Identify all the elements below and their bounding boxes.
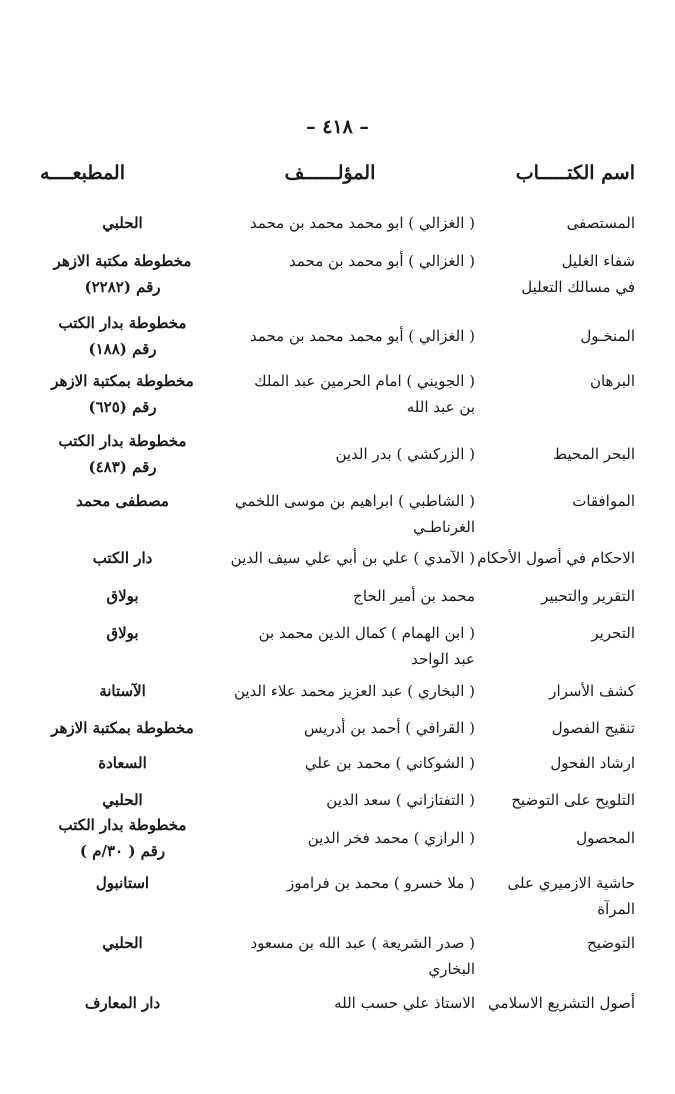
book-author [205,545,475,571]
book-author [205,368,475,420]
book-publisher-line: استانبول [95,874,150,892]
book-title-line: المستصفى [566,214,635,232]
book-title-line: البحر المحيط [553,445,635,463]
book-publisher [40,930,205,956]
book-publisher-line: الحلبي [102,934,143,952]
book-title-line: التلويح على التوضيح [511,791,635,809]
book-author [205,488,475,540]
book-author-line: ( الغزالي ) أبو محمد بن محمد [288,252,475,270]
book-publisher-line: مخطوطة بدار الكتب [58,816,187,834]
book-title-line: المرآة [597,900,635,918]
book-publisher [40,787,205,813]
book-title-line: البرهان [589,372,635,390]
book-publisher-line: مصطفى محمد [76,492,169,510]
book-publisher-line: رقم (١٨٨) [88,340,157,358]
book-title [455,488,635,514]
book-title [455,870,635,922]
book-author-line: بن عبد الله [406,398,475,416]
book-author [205,787,475,813]
book-author [205,323,475,349]
book-publisher [40,812,205,864]
book-publisher-line: رقم ( ٣٠/م ) [79,842,166,860]
book-title [455,930,635,956]
book-publisher [40,488,205,514]
book-author-line: ( صدر الشريعة ) عبد الله بن مسعود [250,934,475,952]
book-author-line: ( الجويني ) امام الحرمين عبد الملك [254,372,475,390]
book-title [455,750,635,776]
book-title-line: شفاء الغليل [561,252,635,270]
book-author-line: ( الغزالي ) ابو محمد محمد بن محمد [249,214,475,232]
book-author [205,583,475,609]
book-publisher-line: الآستانة [99,682,146,700]
book-publisher-line: رقم (٦٢٥) [88,398,157,416]
book-publisher [40,545,205,571]
book-author [205,620,475,672]
book-title [455,678,635,704]
book-title-line: المنخـول [580,327,635,345]
book-publisher [40,750,205,776]
column-header-publisher: المطبعــــه [40,162,125,184]
book-title [455,545,635,571]
book-publisher [40,368,205,420]
book-publisher [40,248,205,300]
book-author [205,678,475,704]
book-title-line: كشف الأسرار [549,682,635,700]
book-title-line: تنقيح الفصول [551,719,635,737]
book-title-line: التحرير [591,624,635,642]
book-title-line: حاشية الازميري على [507,874,635,892]
book-author [205,870,475,896]
book-publisher [40,583,205,609]
book-publisher [40,715,205,741]
book-title-line: في مسالك التعليل [521,278,635,296]
book-title [455,990,635,1016]
book-author-line: ( الشوكاني ) محمد بن علي [304,754,475,772]
column-header-title: اسم الكتـــــاب [515,162,635,184]
book-title-line: الاحكام في أصول الأحكام [477,549,635,567]
book-publisher-line: رقم (٢٢٨٢) [84,278,161,296]
book-publisher [40,990,205,1016]
book-author-line: الاستاذ علي حسب الله [334,994,475,1012]
book-title [455,787,635,813]
book-author [205,248,475,274]
book-title-line: ارشاد الفحول [550,754,635,772]
book-publisher-line: الحلبي [102,214,143,232]
book-publisher [40,870,205,896]
book-publisher [40,678,205,704]
book-publisher [40,428,205,480]
book-title [455,715,635,741]
book-title-line: التوضيح [587,934,635,952]
book-author [205,930,475,982]
book-publisher-line: مخطوطة بمكتبة الازهر [51,372,194,390]
book-publisher-line: بولاق [106,587,139,605]
book-title [455,368,635,394]
book-publisher-line: دار المعارف [84,994,161,1012]
book-author-line: ( البخاري ) عبد العزيز محمد علاء الدين [233,682,475,700]
book-author-line: الغرناطـي [413,518,475,536]
book-publisher-line: دار الكتب [92,549,153,567]
book-author-line: البخاري [428,960,475,978]
book-author-line: ( ابن الهمام ) كمال الدين محمد بن [258,624,475,642]
book-title-line: أصول التشريع الاسلامي [488,994,635,1012]
book-publisher-line: مخطوطة بدار الكتب [58,432,187,450]
column-header-author: المؤلــــــف [284,162,376,184]
book-publisher [40,210,205,236]
book-author-line: ( التفتازاني ) سعد الدين [326,791,475,809]
book-author [205,750,475,776]
book-author-line: ( ملا خسرو ) محمد بن فراموز [287,874,475,892]
book-author [205,210,475,236]
page-number: – ٤١٨ – [306,116,369,138]
book-author-line: ( الغزالي ) أبو محمد محمد بن محمد [249,327,475,345]
book-title-line: المحصول [576,829,635,847]
book-author-line: ( الشاطبي ) ابراهيم بن موسى اللخمي [234,492,475,510]
book-title-line: التقرير والتحبير [541,587,635,605]
book-title [455,248,635,300]
book-publisher-line: مخطوطة بمكتبة الازهر [51,719,194,737]
book-author [205,825,475,851]
book-author-line: محمد بن أمير الحاج [353,587,475,605]
book-author-line: ( الزركشي ) بدر الدين [335,445,475,463]
book-publisher-line: مخطوطة مكتبة الازهر [53,252,192,270]
book-publisher-line: السعادة [98,754,147,772]
book-publisher-line: رقم (٤٨٣) [88,458,157,476]
book-author-line: ( القرافي ) أحمد بن أدريس [304,719,475,737]
book-publisher-line: مخطوطة بدار الكتب [58,314,187,332]
book-publisher-line: بولاق [106,624,139,642]
book-author-line: ( الرازي ) محمد فخر الدين [307,829,475,847]
book-title [455,583,635,609]
book-title [455,441,635,467]
book-title [455,210,635,236]
book-publisher-line: الحلبي [102,791,143,809]
book-publisher [40,310,205,362]
book-author [205,441,475,467]
book-title [455,620,635,646]
book-author-line: عبد الواحد [411,650,475,668]
book-publisher [40,620,205,646]
book-title [455,323,635,349]
book-author-line: ( الآمدي ) علي بن أبي علي سيف الدين [230,549,475,567]
book-author [205,715,475,741]
book-author [205,990,475,1016]
book-title [455,825,635,851]
book-title-line: الموافقات [572,492,635,510]
